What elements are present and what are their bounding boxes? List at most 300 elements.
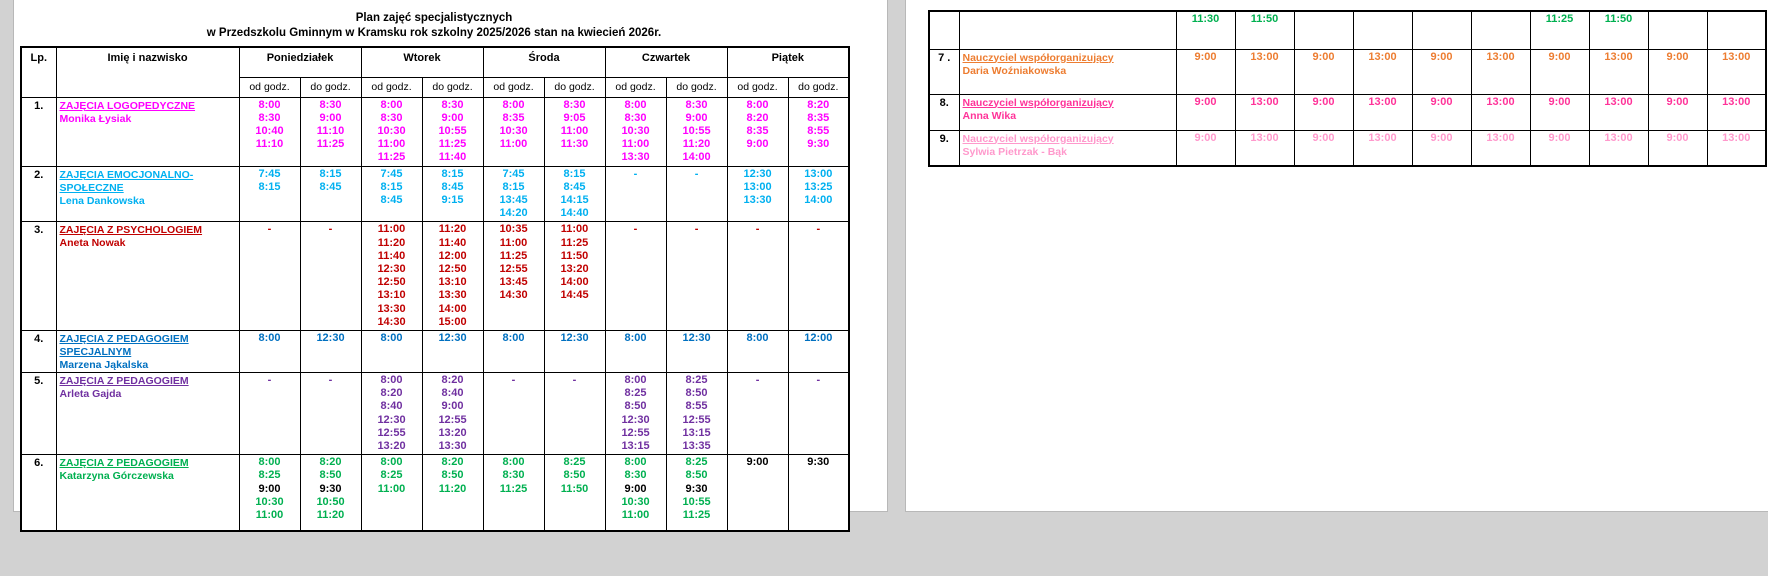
schedule-row [21,166,849,222]
time-cell [1235,11,1294,49]
time-cell [788,166,849,222]
time-cell [1707,130,1766,166]
time-value: 13:15 [682,426,711,439]
time-cell [422,166,483,222]
time-cell [239,222,300,331]
time-value: 8:30 [624,111,647,124]
time-cell [544,97,605,166]
time-cell [483,222,544,331]
time-value: 11:25 [377,151,406,164]
time-cell [1648,130,1707,166]
time-value: 8:50 [685,387,708,400]
time-value: 8:25 [685,456,708,469]
time-cell [727,455,788,531]
time-value: 8:20 [380,387,403,400]
activity-title: ZAJĘCIA Z PEDAGOGIEM [59,374,189,387]
time-value: 8:25 [258,469,281,482]
time-value: 8:40 [380,400,403,413]
activity-cell [959,130,1176,166]
time-value: 11:30 [560,138,589,151]
time-value: 8:30 [258,111,281,124]
time-value: 8:00 [624,331,647,344]
time-value: 12:50 [438,262,467,275]
time-value: 7:45 [380,167,403,180]
time-value: 10:55 [682,495,711,508]
time-value: 11:10 [255,138,284,151]
time-cell [422,330,483,372]
time-value: 9:00 [1548,131,1571,144]
time-value: 13:00 [1604,50,1633,63]
time-value: 12:30 [377,262,406,275]
time-cell [1530,11,1589,49]
time-cell [239,166,300,222]
time-value: - [755,373,760,386]
time-value: 13:00 [743,180,772,193]
time-value: 9:00 [746,138,769,151]
activity-cell [959,11,1176,49]
time-value: 8:30 [563,98,586,111]
header-name: Imię i nazwisko [56,47,239,97]
time-value: 11:30 [1191,13,1220,25]
row-number-cell: 1. [21,97,56,166]
time-value: 8:00 [502,98,525,111]
time-value: 10:30 [621,495,650,508]
time-value: 13:00 [1368,50,1397,63]
time-cell [1294,11,1353,49]
time-value: 8:15 [380,180,403,193]
time-value: 13:00 [1250,95,1279,108]
time-cell [1353,94,1412,130]
time-value: 12:50 [377,276,406,289]
time-value: 8:20 [319,456,342,469]
time-value: 10:30 [255,495,284,508]
time-value: 14:20 [499,207,528,220]
time-value: 15:00 [438,315,467,328]
time-value: 8:00 [746,98,769,111]
time-cell [1412,49,1471,94]
time-cell [483,330,544,372]
time-value: 13:45 [499,276,528,289]
time-value: 14:00 [438,302,467,315]
activity-cell [56,97,239,166]
time-value: 11:20 [438,482,467,495]
time-cell [788,330,849,372]
time-cell [788,372,849,454]
time-value: 10:30 [499,124,528,137]
time-cell [483,372,544,454]
time-cell [422,455,483,531]
header-od: od godz. [605,77,666,97]
time-cell [422,97,483,166]
time-cell [239,330,300,372]
time-value: 14:45 [560,289,589,302]
time-value: 11:20 [316,508,345,521]
page-left [14,0,887,521]
time-cell [727,330,788,372]
time-cell [1176,130,1235,166]
document-title [20,11,848,41]
time-value: 12:55 [438,413,467,426]
time-cell [544,166,605,222]
time-cell [1176,49,1235,94]
row-number-cell: 8. [929,94,959,130]
time-cell [422,372,483,454]
time-value: 13:25 [804,180,833,193]
time-value: 13:35 [682,439,711,452]
time-cell [788,455,849,531]
time-cell [1176,94,1235,130]
header-day-thursday: Czwartek [605,47,727,77]
time-value: 9:00 [1312,50,1335,63]
time-value: 8:15 [258,180,281,193]
schedule-row [929,94,1766,130]
time-value: 14:00 [560,276,589,289]
time-cell [239,97,300,166]
teacher-name: Monika Łysiak [59,112,132,125]
time-value: 9:15 [441,193,464,206]
time-value: 8:45 [563,180,586,193]
teacher-name: Arleta Gajda [59,387,122,400]
time-value: 11:25 [499,249,528,262]
time-value: 11:00 [621,138,650,151]
time-value: 8:00 [624,98,647,111]
time-value: 14:40 [560,207,589,220]
time-cell [300,455,361,531]
time-value: 13:10 [438,276,467,289]
time-value: 11:10 [316,124,345,137]
time-cell [788,222,849,331]
time-value: - [572,373,577,386]
time-cell [361,97,422,166]
time-value: - [633,223,638,236]
activity-title: ZAJĘCIA LOGOPEDYCZNE [59,99,196,112]
header-day-wednesday: Środa [483,47,605,77]
activity-title: ZAJĘCIA Z PEDAGOGIEM SPECJALNYM [59,332,189,358]
time-value: 13:00 [1486,131,1515,144]
time-value: - [694,167,699,180]
time-cell [605,97,666,166]
time-cell [361,330,422,372]
time-value: 8:00 [624,373,647,386]
time-cell [666,372,727,454]
time-value: 13:00 [1722,50,1751,63]
time-cell [1412,94,1471,130]
time-value: 11:00 [255,508,284,521]
time-value: 11:20 [377,236,406,249]
time-cell [605,166,666,222]
time-value: 8:15 [502,180,525,193]
header-do: do godz. [300,77,361,97]
time-value: 9:00 [1194,131,1217,144]
time-value: 8:00 [258,98,281,111]
time-value: 9:00 [1430,50,1453,63]
time-value: 11:00 [499,236,528,249]
time-cell [239,372,300,454]
schedule-row [21,372,849,454]
time-cell [1471,49,1530,94]
time-value: 8:20 [441,373,464,386]
time-value: 8:00 [502,456,525,469]
activity-cell [56,455,239,531]
row-number-cell [929,11,959,49]
time-value: 14:30 [377,315,406,328]
time-value: 14:00 [804,193,833,206]
time-cell [1648,94,1707,130]
time-cell [1530,130,1589,166]
left-table-body [21,97,849,531]
teacher-name: Anna Wika [962,109,1017,122]
time-cell [361,166,422,222]
time-value: 8:20 [746,111,769,124]
time-value: 8:25 [563,456,586,469]
time-cell [1412,11,1471,49]
time-value: 11:25 [682,508,711,521]
time-value: 8:45 [319,180,342,193]
time-cell [1353,11,1412,49]
time-cell [788,97,849,166]
time-cell [605,330,666,372]
time-value: 9:00 [746,456,769,469]
time-cell [1471,11,1530,49]
time-value: 11:20 [682,138,711,151]
time-cell [1353,130,1412,166]
row-number-cell: 9. [929,130,959,166]
time-cell [1176,11,1235,49]
time-value: 8:20 [441,456,464,469]
time-value: 12:30 [682,331,711,344]
time-value: 12:55 [499,262,528,275]
time-value: 8:00 [502,331,525,344]
time-cell [1589,11,1648,49]
row-number-cell: 4. [21,330,56,372]
time-value: 8:35 [502,111,525,124]
teacher-name: Lena Dankowska [59,194,145,207]
time-value: 9:00 [441,111,464,124]
time-cell [1471,130,1530,166]
schedule-row [929,130,1766,166]
time-cell [483,455,544,531]
activity-title: Nauczyciel współorganizujący [962,132,1114,145]
time-value: 13:00 [1722,95,1751,108]
time-value: 11:50 [1604,13,1633,25]
time-value: 8:30 [319,98,342,111]
time-value: 10:50 [316,495,345,508]
time-cell [1530,94,1589,130]
time-value: - [816,223,821,236]
time-value: 12:30 [438,331,467,344]
time-value: 8:00 [380,98,403,111]
time-value: 14:30 [499,289,528,302]
activity-title: ZAJĘCIA EMOCJONALNO-SPOŁECZNE [59,168,194,194]
time-value: 9:00 [441,400,464,413]
row-number-cell: 3. [21,222,56,331]
time-value: 13:30 [438,289,467,302]
time-cell [300,166,361,222]
header-day-tuesday: Wtorek [361,47,483,77]
time-value: 12:30 [743,167,772,180]
header-od: od godz. [361,77,422,97]
time-value: 12:55 [377,426,406,439]
time-value: 13:15 [621,439,650,452]
time-value: 13:00 [1486,50,1515,63]
time-value: - [328,223,333,236]
time-cell [1294,49,1353,94]
time-value: 12:30 [316,331,345,344]
time-value: 13:00 [1368,131,1397,144]
time-cell [361,372,422,454]
time-value: 10:30 [377,124,406,137]
time-cell [666,97,727,166]
time-cell [239,455,300,531]
time-value: 9:05 [563,111,586,124]
header-do: do godz. [544,77,605,97]
time-cell [727,97,788,166]
schedule-row [21,455,849,531]
time-value: 13:00 [1250,50,1279,63]
time-value: 11:25 [499,482,528,495]
teacher-name: Daria Woźniakowska [962,64,1067,77]
header-do: do godz. [788,77,849,97]
activity-title: Nauczyciel współorganizujący [962,51,1114,64]
schedule-row [21,222,849,331]
time-cell [1589,94,1648,130]
time-cell [1353,49,1412,94]
time-value: 8:50 [685,469,708,482]
schedule-table-left [20,46,850,532]
time-cell [1648,49,1707,94]
continued-row [929,11,1766,49]
teacher-name: Katarzyna Górczewska [59,470,174,483]
time-value: 8:25 [624,387,647,400]
schedule-row [21,330,849,372]
time-value: 12:00 [438,249,467,262]
time-value: 13:20 [560,262,589,275]
time-value: 8:00 [380,331,403,344]
time-value: 12:55 [621,426,650,439]
time-value: 12:30 [560,331,589,344]
time-value: 9:30 [807,138,830,151]
time-cell [361,222,422,331]
time-cell [422,222,483,331]
time-value: 11:00 [560,223,589,236]
time-value: 9:00 [1666,50,1689,63]
time-value: - [755,223,760,236]
time-value: 11:25 [560,236,589,249]
time-value: 13:10 [377,289,406,302]
time-value: 8:55 [807,124,830,137]
time-value: 9:00 [1430,95,1453,108]
time-value: 13:00 [1722,131,1751,144]
time-value: 11:50 [560,482,589,495]
time-value: 8:30 [441,98,464,111]
schedule-row [929,49,1766,94]
time-cell [1707,49,1766,94]
time-value: 8:50 [563,469,586,482]
time-value: 11:00 [377,138,406,151]
header-lp: Lp. [21,47,56,97]
time-value: 8:00 [258,456,281,469]
time-value: - [328,373,333,386]
time-value: 8:35 [746,124,769,137]
time-value: 8:45 [441,180,464,193]
time-value: 13:00 [1604,131,1633,144]
activity-title: ZAJĘCIA Z PEDAGOGIEM [59,457,189,470]
time-value: 10:40 [255,124,284,137]
time-cell [1294,130,1353,166]
time-value: 13:20 [438,426,467,439]
time-value: 13:00 [1604,95,1633,108]
time-value: 8:50 [624,400,647,413]
time-value: 13:30 [438,439,467,452]
header-day-monday: Poniedziałek [239,47,361,77]
time-cell [544,372,605,454]
time-cell [1235,130,1294,166]
time-cell [1707,94,1766,130]
header-do: do godz. [422,77,483,97]
time-value: 8:00 [380,456,403,469]
time-cell [1707,11,1766,49]
page-right [906,0,1768,511]
time-value: 9:00 [1312,131,1335,144]
time-cell [1648,11,1707,49]
time-value: 13:00 [1250,131,1279,144]
activity-cell [959,94,1176,130]
time-value: 8:25 [685,373,708,386]
time-cell [300,222,361,331]
time-value: 11:25 [1545,13,1574,25]
time-cell [1294,94,1353,130]
time-value: 10:55 [438,124,467,137]
time-value: 13:45 [499,193,528,206]
time-value: 11:40 [377,249,406,262]
time-value: 13:30 [621,151,650,164]
time-value: 8:45 [380,193,403,206]
time-value: 8:15 [563,167,586,180]
time-value: 8:30 [624,469,647,482]
header-day-friday: Piątek [727,47,849,77]
time-value: 8:00 [258,331,281,344]
time-value: 9:00 [624,482,647,495]
time-value: 8:25 [380,469,403,482]
right-table-body [929,11,1766,166]
time-value: - [633,167,638,180]
time-value: 11:25 [438,138,467,151]
time-value: - [267,223,272,236]
title-line-1: Plan zajęć specjalistycznych [355,12,513,24]
activity-cell [959,49,1176,94]
time-value: 13:30 [377,302,406,315]
time-value: 9:00 [1194,95,1217,108]
time-value: 8:55 [685,400,708,413]
activity-cell [56,330,239,372]
header-od: od godz. [727,77,788,97]
schedule-table-right [928,10,1767,167]
time-value: - [816,373,821,386]
time-value: 8:15 [441,167,464,180]
header-do: do godz. [666,77,727,97]
teacher-name: Sylwia Pietrzak - Bąk [962,145,1067,158]
time-value: 12:30 [377,413,406,426]
time-value: 13:30 [743,193,772,206]
time-value: - [267,373,272,386]
time-value: 9:30 [685,482,708,495]
time-value: 9:00 [258,482,281,495]
time-value: 9:00 [685,111,708,124]
time-value: 13:20 [377,439,406,452]
time-value: 9:30 [807,456,830,469]
time-value: 10:55 [682,124,711,137]
time-cell [727,372,788,454]
